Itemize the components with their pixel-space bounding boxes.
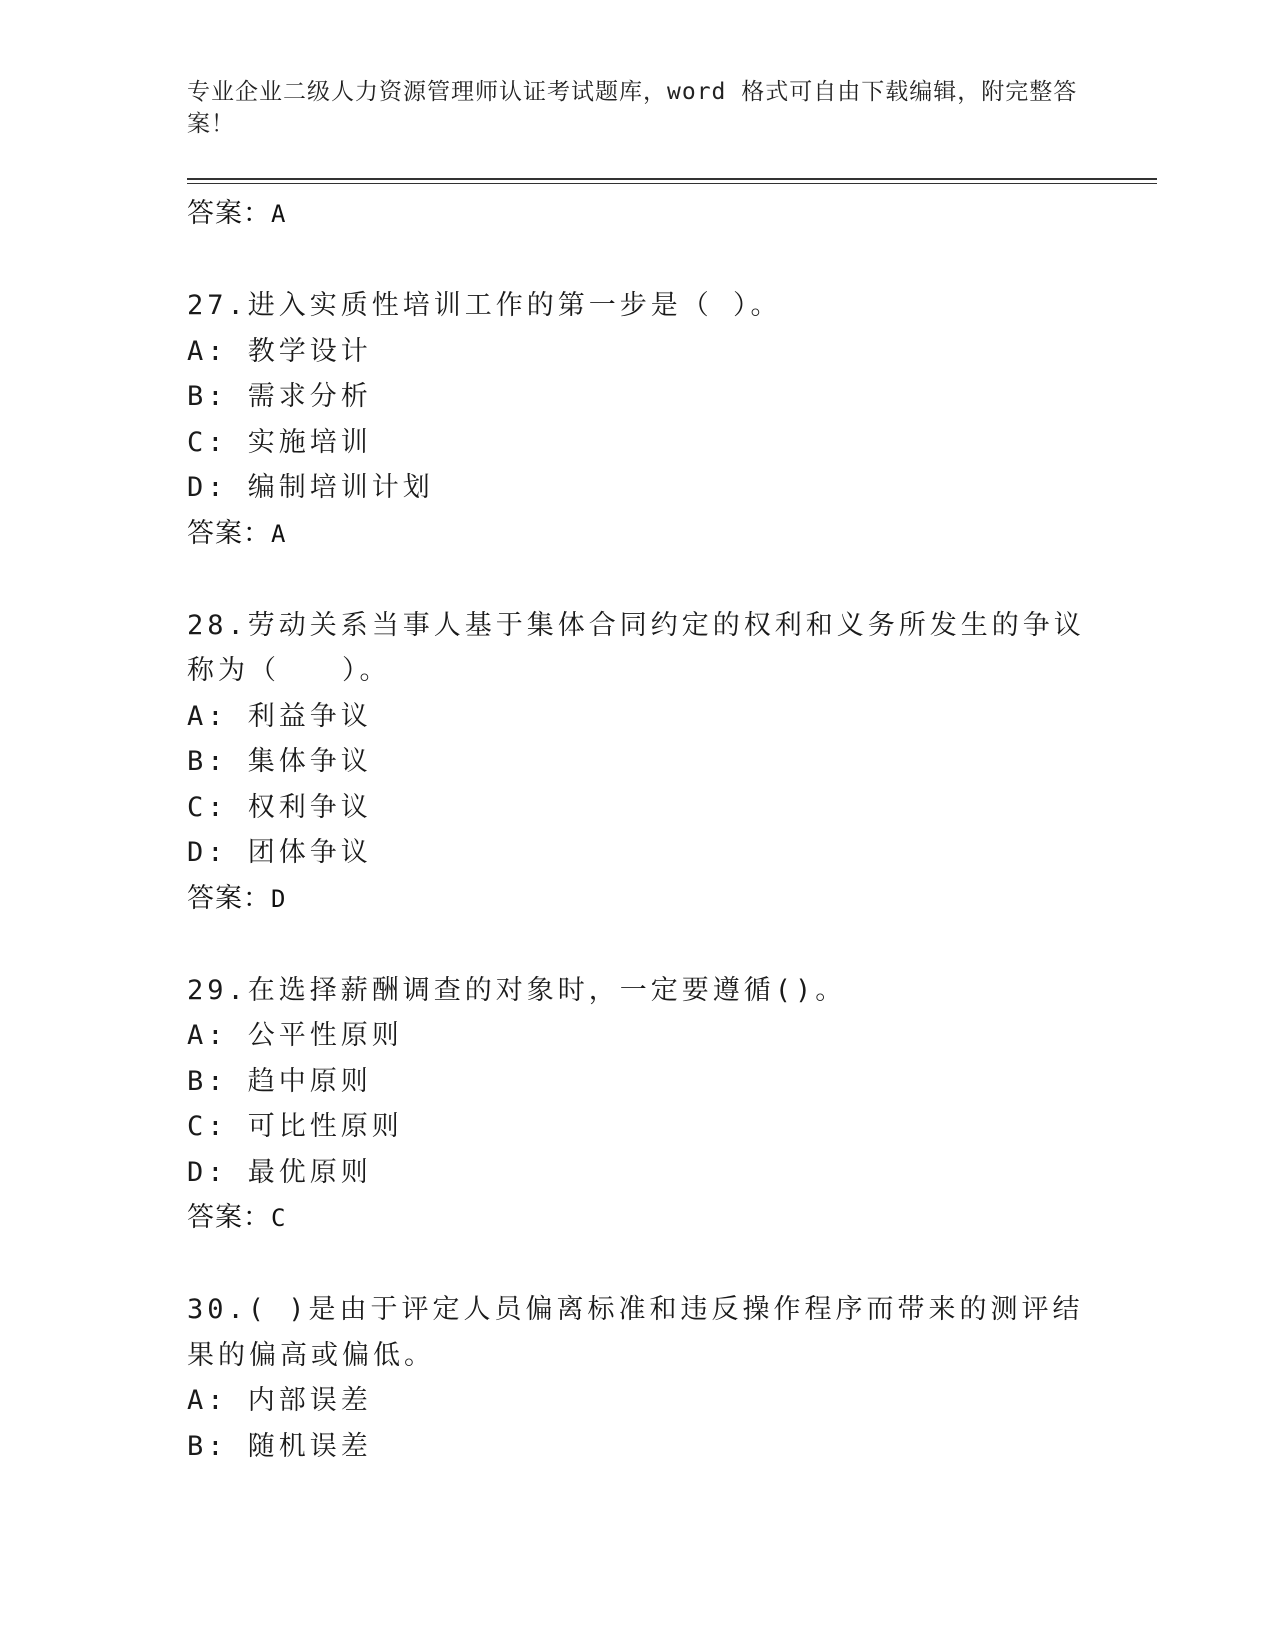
question-block [187, 283, 1157, 556]
answer-value: A [271, 200, 287, 228]
option-a: A: 公平性原则 [187, 1020, 403, 1051]
answer-value: D [271, 884, 287, 913]
answer-label: 答案： [187, 198, 271, 229]
document-content [187, 191, 1157, 1469]
question-stem: 30.( )是由于评定人员偏离标准和违反操作程序而带来的测评结果的偏高或偏低。 [187, 1294, 1084, 1371]
answer-value: C [271, 1204, 287, 1232]
option-b: B: 集体争议 [187, 746, 372, 777]
option-d: D: 编制培训计划 [187, 472, 434, 503]
option-d: D: 最优原则 [187, 1156, 372, 1188]
question-stem: 29.在选择薪酬调查的对象时，一定要遵循()。 [187, 974, 847, 1006]
document-page [187, 0, 1157, 1650]
spacer [187, 1240, 1157, 1287]
option-b: B: 需求分析 [187, 381, 372, 412]
option-c: C: 权利争议 [187, 791, 372, 823]
answer-value: A [271, 519, 287, 548]
option-b: B: 随机误差 [187, 1430, 372, 1462]
option-a: A: 利益争议 [187, 700, 372, 732]
option-d: D: 团体争议 [187, 837, 372, 868]
question-stem: 27.进入实质性培训工作的第一步是（ ）。 [187, 290, 782, 321]
question-block [187, 968, 1157, 1241]
option-a: A: 内部误差 [187, 1385, 372, 1416]
answer-line [187, 876, 1157, 921]
spacer [187, 921, 1157, 968]
header-divider-thick [187, 178, 1157, 180]
option-c: C: 实施培训 [187, 426, 372, 458]
page-header-text: 专业企业二级人力资源管理师认证考试题库，word 格式可自由下载编辑，附完整答案！ [187, 79, 1078, 137]
option-c: C: 可比性原则 [187, 1111, 403, 1142]
answer-line [187, 191, 1157, 236]
option-a: A: 教学设计 [187, 335, 372, 367]
answer-line [187, 511, 1157, 556]
answer-label: 答案： [187, 1202, 271, 1233]
question-block [187, 1287, 1157, 1469]
spacer [187, 556, 1157, 603]
spacer [187, 236, 1157, 283]
option-b: B: 趋中原则 [187, 1065, 372, 1097]
answer-label: 答案： [187, 882, 271, 914]
question-block [187, 603, 1157, 921]
header-divider-thin [187, 183, 1157, 184]
question-stem: 28.劳动关系当事人基于集体合同约定的权利和义务所发生的争议称为（ ）。 [187, 609, 1085, 686]
answer-label: 答案： [187, 517, 271, 549]
answer-line [187, 1195, 1157, 1240]
